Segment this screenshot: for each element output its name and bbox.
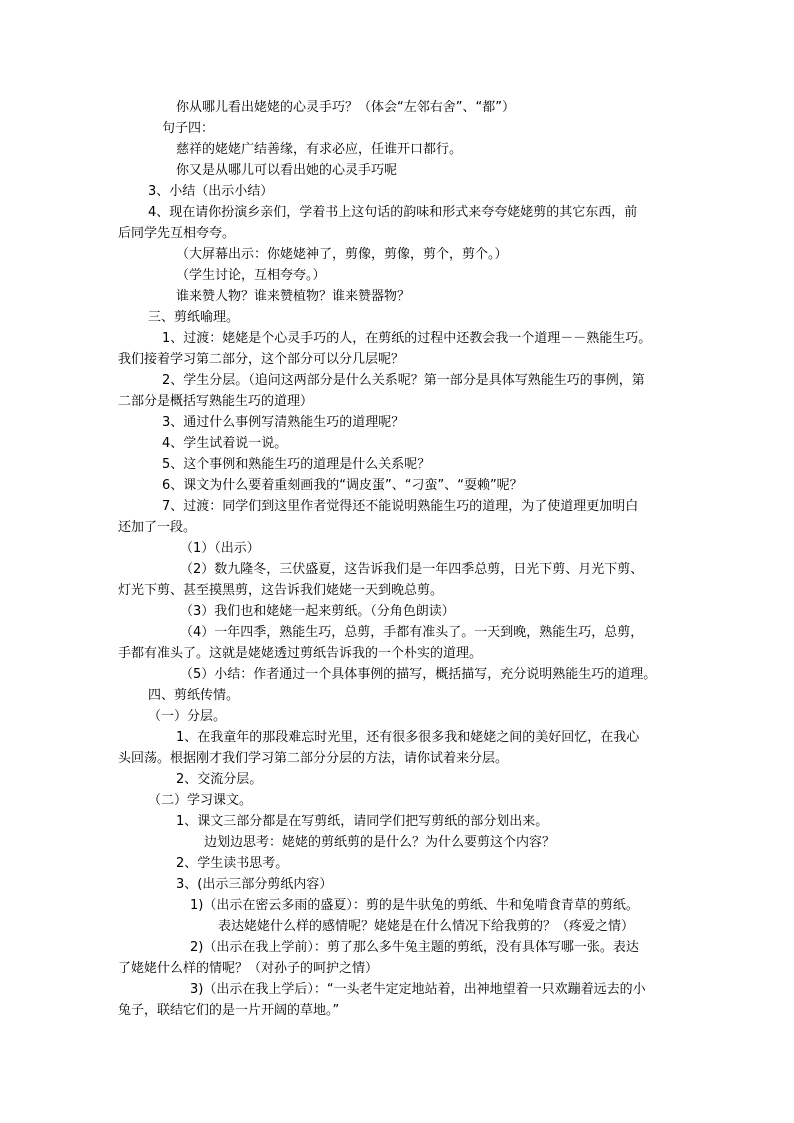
text-line: 2、交流分层。 xyxy=(176,772,263,787)
text-line: 3、(出示三部分剪纸内容） xyxy=(176,877,333,892)
text-line: 3、通过什么事例写清熟能生巧的道理呢？ xyxy=(162,415,405,430)
text-line: 3)（出示在我上学后）：“一头老牛定定地站着，出神地望着一只欢蹦着远去的小 xyxy=(190,982,646,997)
text-line: （大屏幕出示：你姥姥神了，剪像，剪像，剪个，剪个。） xyxy=(176,247,508,262)
text-line: 还加了一段。 xyxy=(118,520,197,535)
text-line: 慈祥的姥姥广结善缘，有求必应，任谁开口都行。 xyxy=(176,142,463,157)
text-line: （3）我们也和姥姥一起来剪纸。（分角色朗读） xyxy=(180,604,455,619)
text-line: 你从哪儿看出姥姥的心灵手巧？（体会“左邻右舍”、“都”） xyxy=(176,100,515,115)
text-line: 5、这个事例和熟能生巧的道理是什么关系呢？ xyxy=(162,457,431,472)
text-line: 2、学生分层。（追问这两部分是什么关系呢？第一部分是具体写熟能生巧的事例，第 xyxy=(162,373,645,388)
text-line: 1、课文三部分都是在写剪纸，请同学们把写剪纸的部分划出来。 xyxy=(176,814,549,829)
text-line: 手都有准头了。这就是姥姥透过剪纸告诉我的一个朴实的道理。 xyxy=(118,646,483,661)
text-line: （一）分层。 xyxy=(148,709,227,724)
section-heading: 三、剪纸喻理。 xyxy=(148,310,240,325)
text-line: 后同学先互相夸夸。 xyxy=(118,226,236,241)
text-line: （二）学习课文。 xyxy=(148,793,253,808)
text-line: 我们接着学习第二部分，这个部分可以分几层呢？ xyxy=(118,352,405,367)
text-line: （2）数九隆冬，三伏盛夏，这告诉我们是一年四季总剪，日光下剪、月光下剪、 xyxy=(180,562,644,577)
text-line: 头回荡。根据刚才我们学习第二部分分层的方法，请你试着来分层。 xyxy=(118,751,509,766)
text-line: 二部分是概括写熟能生巧的道理） xyxy=(118,394,314,409)
text-line: 句子四： xyxy=(162,121,215,136)
text-line: 了姥姥什么样的情呢？（对孙子的呵护之情） xyxy=(118,961,379,976)
text-line: 7、过渡：同学们到这里作者觉得还不能说明熟能生巧的道理，为了使道理更加明白 xyxy=(162,499,639,514)
text-line: 兔子，联结它们的是一片开阔的草地。” xyxy=(118,1003,340,1018)
text-line: 4、现在请你扮演乡亲们，学着书上这句话的韵味和形式来夸夸姥姥剪的其它东西，前 xyxy=(148,205,638,220)
text-line: 灯光下剪、甚至摸黑剪，这告诉我们姥姥一天到晚总剪。 xyxy=(118,583,444,598)
text-line: 1)（出示在密云多雨的盛夏）：剪的是牛驮兔的剪纸、牛和兔啃食青草的剪纸。 xyxy=(190,898,639,913)
text-line: 1、在我童年的那段难忘时光里，还有很多很多我和姥姥之间的美好回忆，在我心 xyxy=(176,730,640,745)
text-line: 谁来赞人物？谁来赞植物？谁来赞器物？ xyxy=(176,289,411,304)
text-line: 6、课文为什么要着重刻画我的“调皮蛋”、“刁蛮”、“耍赖”呢？ xyxy=(162,478,523,493)
text-line: （1）（出示） xyxy=(180,541,260,556)
text-line: 1、过渡：姥姥是个心灵手巧的人，在剪纸的过程中还教会我一个道理－－熟能生巧。 xyxy=(162,331,652,346)
text-line: 2、学生读书思考。 xyxy=(176,856,289,871)
text-line: （学生讨论，互相夸夸。） xyxy=(176,268,326,283)
section-heading: 四、剪纸传情。 xyxy=(148,688,240,703)
text-line: （5）小结：作者通过一个具体事例的描写，概括描写，充分说明熟能生巧的道理。 xyxy=(180,667,657,682)
text-line: 4、学生试着说一说。 xyxy=(162,436,288,451)
text-line: 边划边思考：姥姥的剪纸剪的是什么？为什么要剪这个内容？ xyxy=(204,835,556,850)
text-line: （4）一年四季，熟能生巧，总剪，手都有准头了。一天到晚，熟能生巧，总剪， xyxy=(180,625,644,640)
text-line: 3、小结（出示小结） xyxy=(148,184,274,199)
text-line: 你又是从哪儿可以看出她的心灵手巧呢 xyxy=(176,163,398,178)
text-line: 2)（出示在我上学前）：剪了那么多牛兔主题的剪纸，没有具体写哪一张。表达 xyxy=(190,940,639,955)
text-line: 表达姥姥什么样的感情呢？姥姥是在什么情况下给我剪的？（疼爱之情） xyxy=(218,919,635,934)
